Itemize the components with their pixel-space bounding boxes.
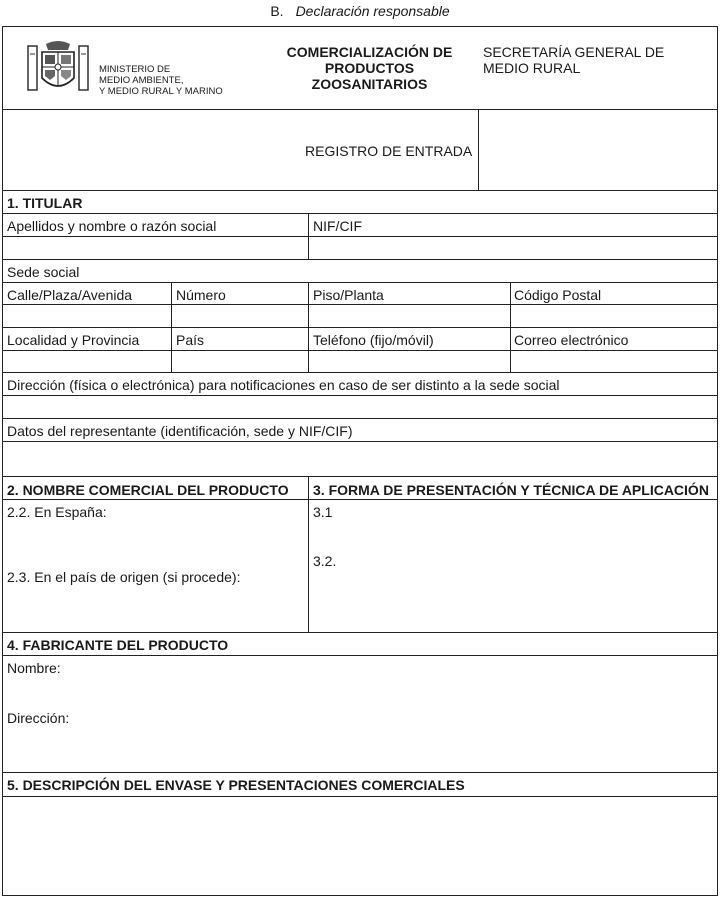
calle-label: Calle/Plaza/Avenida (7, 287, 133, 303)
frame-top (2, 26, 718, 27)
numero-label: Número (176, 287, 226, 303)
s4-line (2, 655, 718, 656)
form-title (278, 44, 461, 92)
fabricante-nombre-label: Nombre: (7, 660, 61, 676)
s1-divider-d (510, 282, 511, 372)
correo-field[interactable] (511, 351, 716, 372)
form-title-line-1: COMERCIALIZACIÓN DE (286, 44, 453, 60)
registro-box[interactable] (479, 110, 716, 189)
origen-field[interactable] (3, 588, 307, 630)
section5-title: 5. DESCRIPCIÓN DEL ENVASE Y PRESENTACIONES COMERCIALES (7, 777, 465, 793)
heading-title: Declaración responsable (295, 3, 450, 19)
s1-bottom (2, 476, 718, 477)
envase-field[interactable] (3, 797, 716, 894)
cp-field[interactable] (511, 305, 716, 326)
registro-bottom (2, 190, 718, 191)
origen-label: 2.3. En el país de origen (si procede): (7, 569, 241, 585)
apellidos-field[interactable] (3, 237, 307, 258)
s4-bottom (2, 772, 718, 773)
sede-label: Sede social (7, 264, 80, 280)
form-title-line-2: PRODUCTOS (324, 60, 415, 76)
s1-divider-b (171, 282, 172, 372)
piso-field[interactable] (309, 305, 509, 326)
item-3-2: 3.2. (313, 553, 337, 569)
fabricante-nombre-field[interactable] (3, 678, 716, 706)
numero-field[interactable] (172, 305, 307, 326)
espana-label: 2.2. En España: (7, 504, 107, 520)
section1-title: 1. TITULAR (7, 195, 83, 211)
s1-line (2, 418, 718, 419)
section3-title: 3. FORMA DE PRESENTACIÓN Y TÉCNICA DE APLICACIÓN (313, 482, 709, 498)
s1-line (2, 372, 718, 373)
nif-label: NIF/CIF (313, 218, 362, 234)
secretaria-name (483, 44, 713, 76)
representante-label: Datos del representante (identificación, sede y NIF/CIF) (7, 423, 353, 439)
representante-field[interactable] (3, 442, 716, 474)
s23-bottom (2, 632, 718, 633)
espana-field[interactable] (3, 522, 307, 566)
localidad-label: Localidad y Provincia (7, 332, 140, 348)
secretaria-line-1: SECRETARÍA GENERAL DE (483, 44, 665, 60)
form-title-line-3: ZOOSANITARIOS (311, 76, 428, 92)
s1-line (2, 259, 718, 260)
telefono-field[interactable] (309, 351, 509, 372)
registro-label: REGISTRO DE ENTRADA (305, 143, 473, 159)
s1-divider-c (308, 282, 309, 372)
section4-title: 4. FABRICANTE DEL PRODUCTO (7, 637, 229, 653)
nif-field[interactable] (309, 237, 716, 258)
direccion-notif-label: Dirección (física o electrónica) para notificaciones en caso de ser distinto a la sede social (7, 377, 560, 393)
item-3-2-field[interactable] (309, 572, 716, 630)
document-heading (0, 3, 720, 19)
ministry-line-2: MEDIO AMBIENTE, (99, 75, 184, 86)
section2-title: 2. NOMBRE COMERCIAL DEL PRODUCTO (7, 482, 289, 498)
s1-line (2, 213, 718, 214)
localidad-field[interactable] (3, 351, 171, 372)
piso-label: Piso/Planta (313, 287, 384, 303)
item-3-1-field[interactable] (309, 522, 716, 550)
calle-field[interactable] (3, 305, 171, 326)
correo-label: Correo electrónico (514, 332, 629, 348)
secretaria-line-2: MEDIO RURAL (483, 60, 581, 76)
direccion-notif-field[interactable] (3, 396, 716, 417)
frame-bottom (2, 895, 718, 896)
fabricante-direccion-field[interactable] (3, 728, 716, 770)
frame-right (717, 26, 718, 896)
coat-of-arms-logo (24, 40, 92, 96)
telefono-label: Teléfono (fijo/móvil) (313, 332, 434, 348)
s1-line (2, 282, 718, 283)
apellidos-label: Apellidos y nombre o razón social (7, 218, 217, 234)
ministry-name (99, 64, 223, 97)
cp-label: Código Postal (514, 287, 602, 303)
ministry-line-1: MINISTERIO DE (99, 64, 171, 75)
item-3-1: 3.1 (313, 504, 333, 520)
pais-field[interactable] (172, 351, 307, 372)
s1-line (2, 327, 718, 328)
s23-line (2, 499, 718, 500)
heading-prefix: B. (270, 3, 284, 19)
fabricante-direccion-label: Dirección: (7, 710, 70, 726)
pais-label: País (176, 332, 205, 348)
ministry-line-3: Y MEDIO RURAL Y MARINO (99, 86, 223, 97)
